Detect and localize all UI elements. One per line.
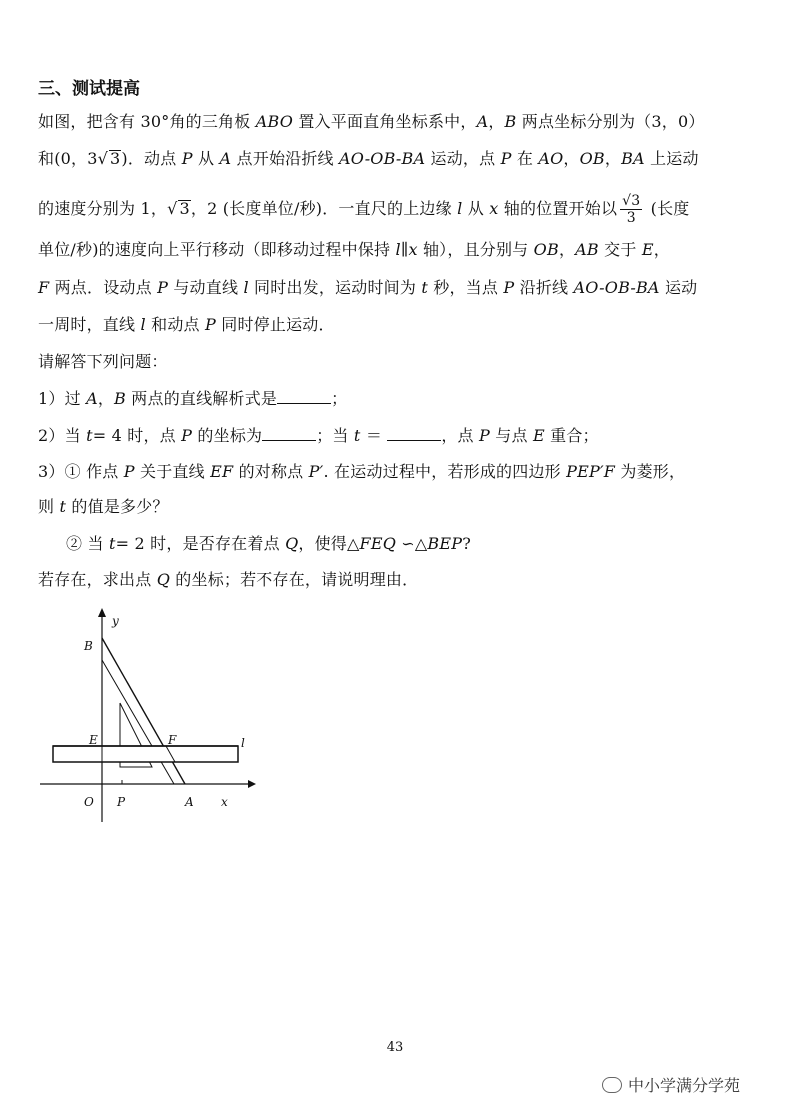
label-y: y <box>112 614 119 628</box>
x-axis-arrow <box>248 780 256 788</box>
question-3-part-2-cont: 若存在，求出点 Q 的坐标；若不存在，请说明理由． <box>38 570 419 589</box>
label-l: l <box>241 736 245 750</box>
question-3-part-2: ② 当 t= 2 时，是否存在着点 Q，使得△FEQ ∽△BEP? <box>66 534 472 553</box>
question-3-part-1-cont: 则 t 的值是多少？ <box>38 497 169 516</box>
problem-line-2: 和(0，3√ 3)．动点 P 从 A 点开始沿折线 AO-OB-BA 运动，点 P 在 AO，OB，BA 上运动 <box>38 149 699 168</box>
wechat-icon <box>602 1077 622 1093</box>
section-heading: 三、测试提高 <box>38 79 140 99</box>
label-x: x <box>221 795 228 809</box>
y-axis-arrow <box>98 608 106 617</box>
problem-line-4: 单位/秒)的速度向上平行移动（即移动过程中保持 l∥x 轴），且分别与 OB，AB 交于 E， <box>38 240 670 259</box>
sqrt-3: 3 <box>179 199 190 218</box>
question-3-part-1: 3）① 作点 P 关于直线 EF 的对称点 P′. 在运动过程中，若形成的四边形 PEP′F 为菱形， <box>38 462 686 481</box>
problem-line-3: 的速度分别为 1，√ 3，2 (长度单位/秒)．一直尺的上边缘 l 从 x 轴的位置开始以 $\frac{√3}{3}$ (长度 <box>38 193 690 226</box>
question-1: 1）过 A，B 两点的直线解析式是 ； <box>38 389 348 408</box>
problem-line-6: 一周时，直线 l 和动点 P 同时停止运动． <box>38 315 335 334</box>
sqrt-3: 3 <box>110 149 121 168</box>
label-E: E <box>89 733 98 747</box>
question-2: 2）当 t= 4 时，点 P 的坐标为 ；当 t ＝ ，点 P 与点 E 重合； <box>38 426 599 445</box>
problem-line-1: 如图，把含有 30°角的三角板 ABO 置入平面直角坐标系中，A，B 两点坐标分别为（3，0） <box>38 112 705 131</box>
watermark: 中小学满分学苑 <box>602 1073 740 1096</box>
fraction-sqrt3-over-3: $\frac{√3}{3}$ <box>622 193 641 226</box>
triangle-edge-inner-ba <box>102 660 174 784</box>
page-number: 43 <box>386 1040 404 1055</box>
label-P: P <box>117 795 126 809</box>
label-B: B <box>84 639 93 653</box>
label-O: O <box>84 795 94 809</box>
prompt-line: 请解答下列问题： <box>38 352 168 371</box>
label-F: F <box>168 733 177 747</box>
label-A: A <box>185 795 194 809</box>
problem-line-5: F 两点．设动点 P 与动直线 l 同时出发，运动时间为 t 秒，当点 P 沿折线 AO-OB-BA 运动 <box>38 278 698 297</box>
ruler <box>53 746 238 762</box>
